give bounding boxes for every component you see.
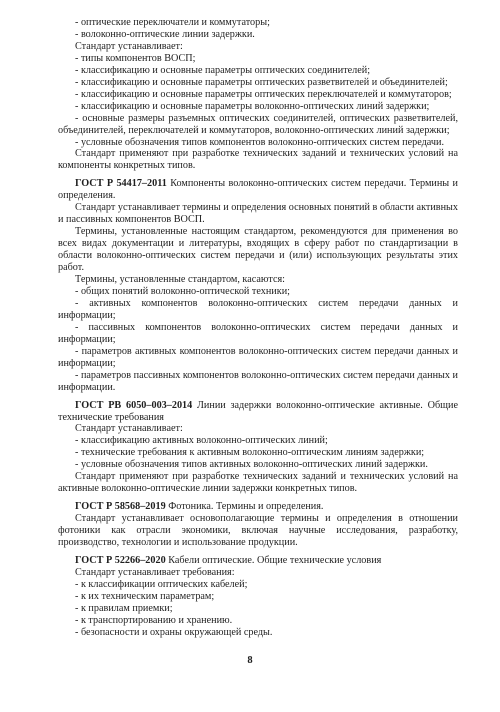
list-item: - условные обозначения типов компонентов волоконно-оптических систем передачи.	[75, 136, 445, 148]
paragraph: Стандарт устанавливает:	[75, 423, 183, 435]
list-item: - пассивных компонентов волоконно-оптических систем передачи данных и информации;	[58, 321, 458, 345]
list-item: - параметров активных компонентов волоконно-оптических систем передачи данных и информации;	[58, 345, 458, 369]
list-item: - классификацию и основные параметры оптических переключателей и коммутаторов;	[75, 88, 452, 100]
standard-title: Фотоника. Термины и определения.	[165, 501, 324, 513]
list-item: - технические требования к активным волоконно-оптическим линиям задержки;	[75, 447, 425, 459]
paragraph: Стандарт устанавливает термины и определения основных понятий в области активных и пассивных компонентов ВОСП.	[58, 202, 458, 226]
standard-title: Кабели оптические. Общие технические условия	[165, 554, 382, 566]
standard-code: ГОСТ Р 54417–2011	[75, 178, 167, 190]
list-item: - безопасности и охраны окружающей среды.	[75, 626, 273, 638]
paragraph: Стандарт устанавливает:	[75, 40, 183, 52]
standard-heading	[58, 400, 458, 424]
list-item: - классификацию активных волоконно-оптических линий;	[75, 435, 328, 447]
paragraph: Стандарт устанавливает требования:	[75, 566, 235, 578]
list-item: - волоконно-оптические линии задержки.	[75, 28, 255, 40]
standard-code: ГОСТ РВ 6050–003–2014	[75, 399, 193, 411]
document-page	[58, 17, 458, 639]
list-item: - к классификации оптических кабелей;	[75, 578, 248, 590]
standard-heading	[58, 178, 458, 202]
standard-code: ГОСТ Р 52266–2020	[75, 554, 166, 566]
paragraph: Стандарт устанавливает основополагающие термины и определения в отношении фотоники как отрасли экономики, включая научные исследования, разработку, производство, технологии и использование продукции.	[58, 513, 458, 549]
standard-heading	[58, 555, 458, 567]
standard-heading	[58, 501, 458, 513]
list-item: - условные обозначения типов активных волоконно-оптических линий задержки.	[75, 459, 428, 471]
paragraph: Стандарт применяют при разработке технических заданий и технических условий на активные волоконно-оптические линии задержки конкретных типов.	[58, 471, 458, 495]
page-number: 8	[247, 655, 253, 666]
standard-code: ГОСТ Р 58568–2019	[75, 501, 166, 513]
list-item: - классификацию и основные параметры волоконно-оптических линий задержки;	[75, 100, 430, 112]
list-item: - классификацию и основные параметры оптических разветвителей и объединителей;	[75, 76, 448, 88]
paragraph: Термины, установленные стандартом, касаются:	[75, 274, 286, 286]
list-item: - общих понятий волоконно-оптической техники;	[75, 285, 290, 297]
list-item: - параметров пассивных компонентов волоконно-оптических систем передачи данных и информации.	[58, 369, 458, 393]
list-item: - активных компонентов волоконно-оптических систем передачи данных и информации;	[58, 297, 458, 321]
standard-title: Компоненты волоконно-оптических систем передачи. Термины и определения.	[58, 178, 458, 202]
list-item: - основные размеры разъемных оптических соединителей, оптических разветвителей, объединителей, переключателей и коммутаторов, волоконно-оптических линий задержки;	[58, 112, 458, 136]
list-item: - оптические переключатели и коммутаторы;	[75, 17, 270, 28]
list-item: - классификацию и основные параметры оптических соединителей;	[75, 64, 371, 76]
list-item: - к правилам приемки;	[75, 602, 173, 614]
list-item: - к транспортированию и хранению.	[75, 614, 233, 626]
paragraph: Стандарт применяют при разработке технических заданий и технических условий на компоненты конкретных типов.	[58, 148, 458, 172]
list-item: - типы компонентов ВОСП;	[75, 52, 196, 64]
list-item: - к их техническим параметрам;	[75, 590, 215, 602]
paragraph: Термины, установленные настоящим стандартом, рекомендуются для применения во всех видах документации и литературы, входящих в сферу работ по стандартизации в области волоконно-оптических систем передачи и (или) использующих результаты этих работ.	[58, 226, 458, 274]
standard-title: Линии задержки волоконно-оптические активные. Общие технические требования	[58, 399, 458, 423]
